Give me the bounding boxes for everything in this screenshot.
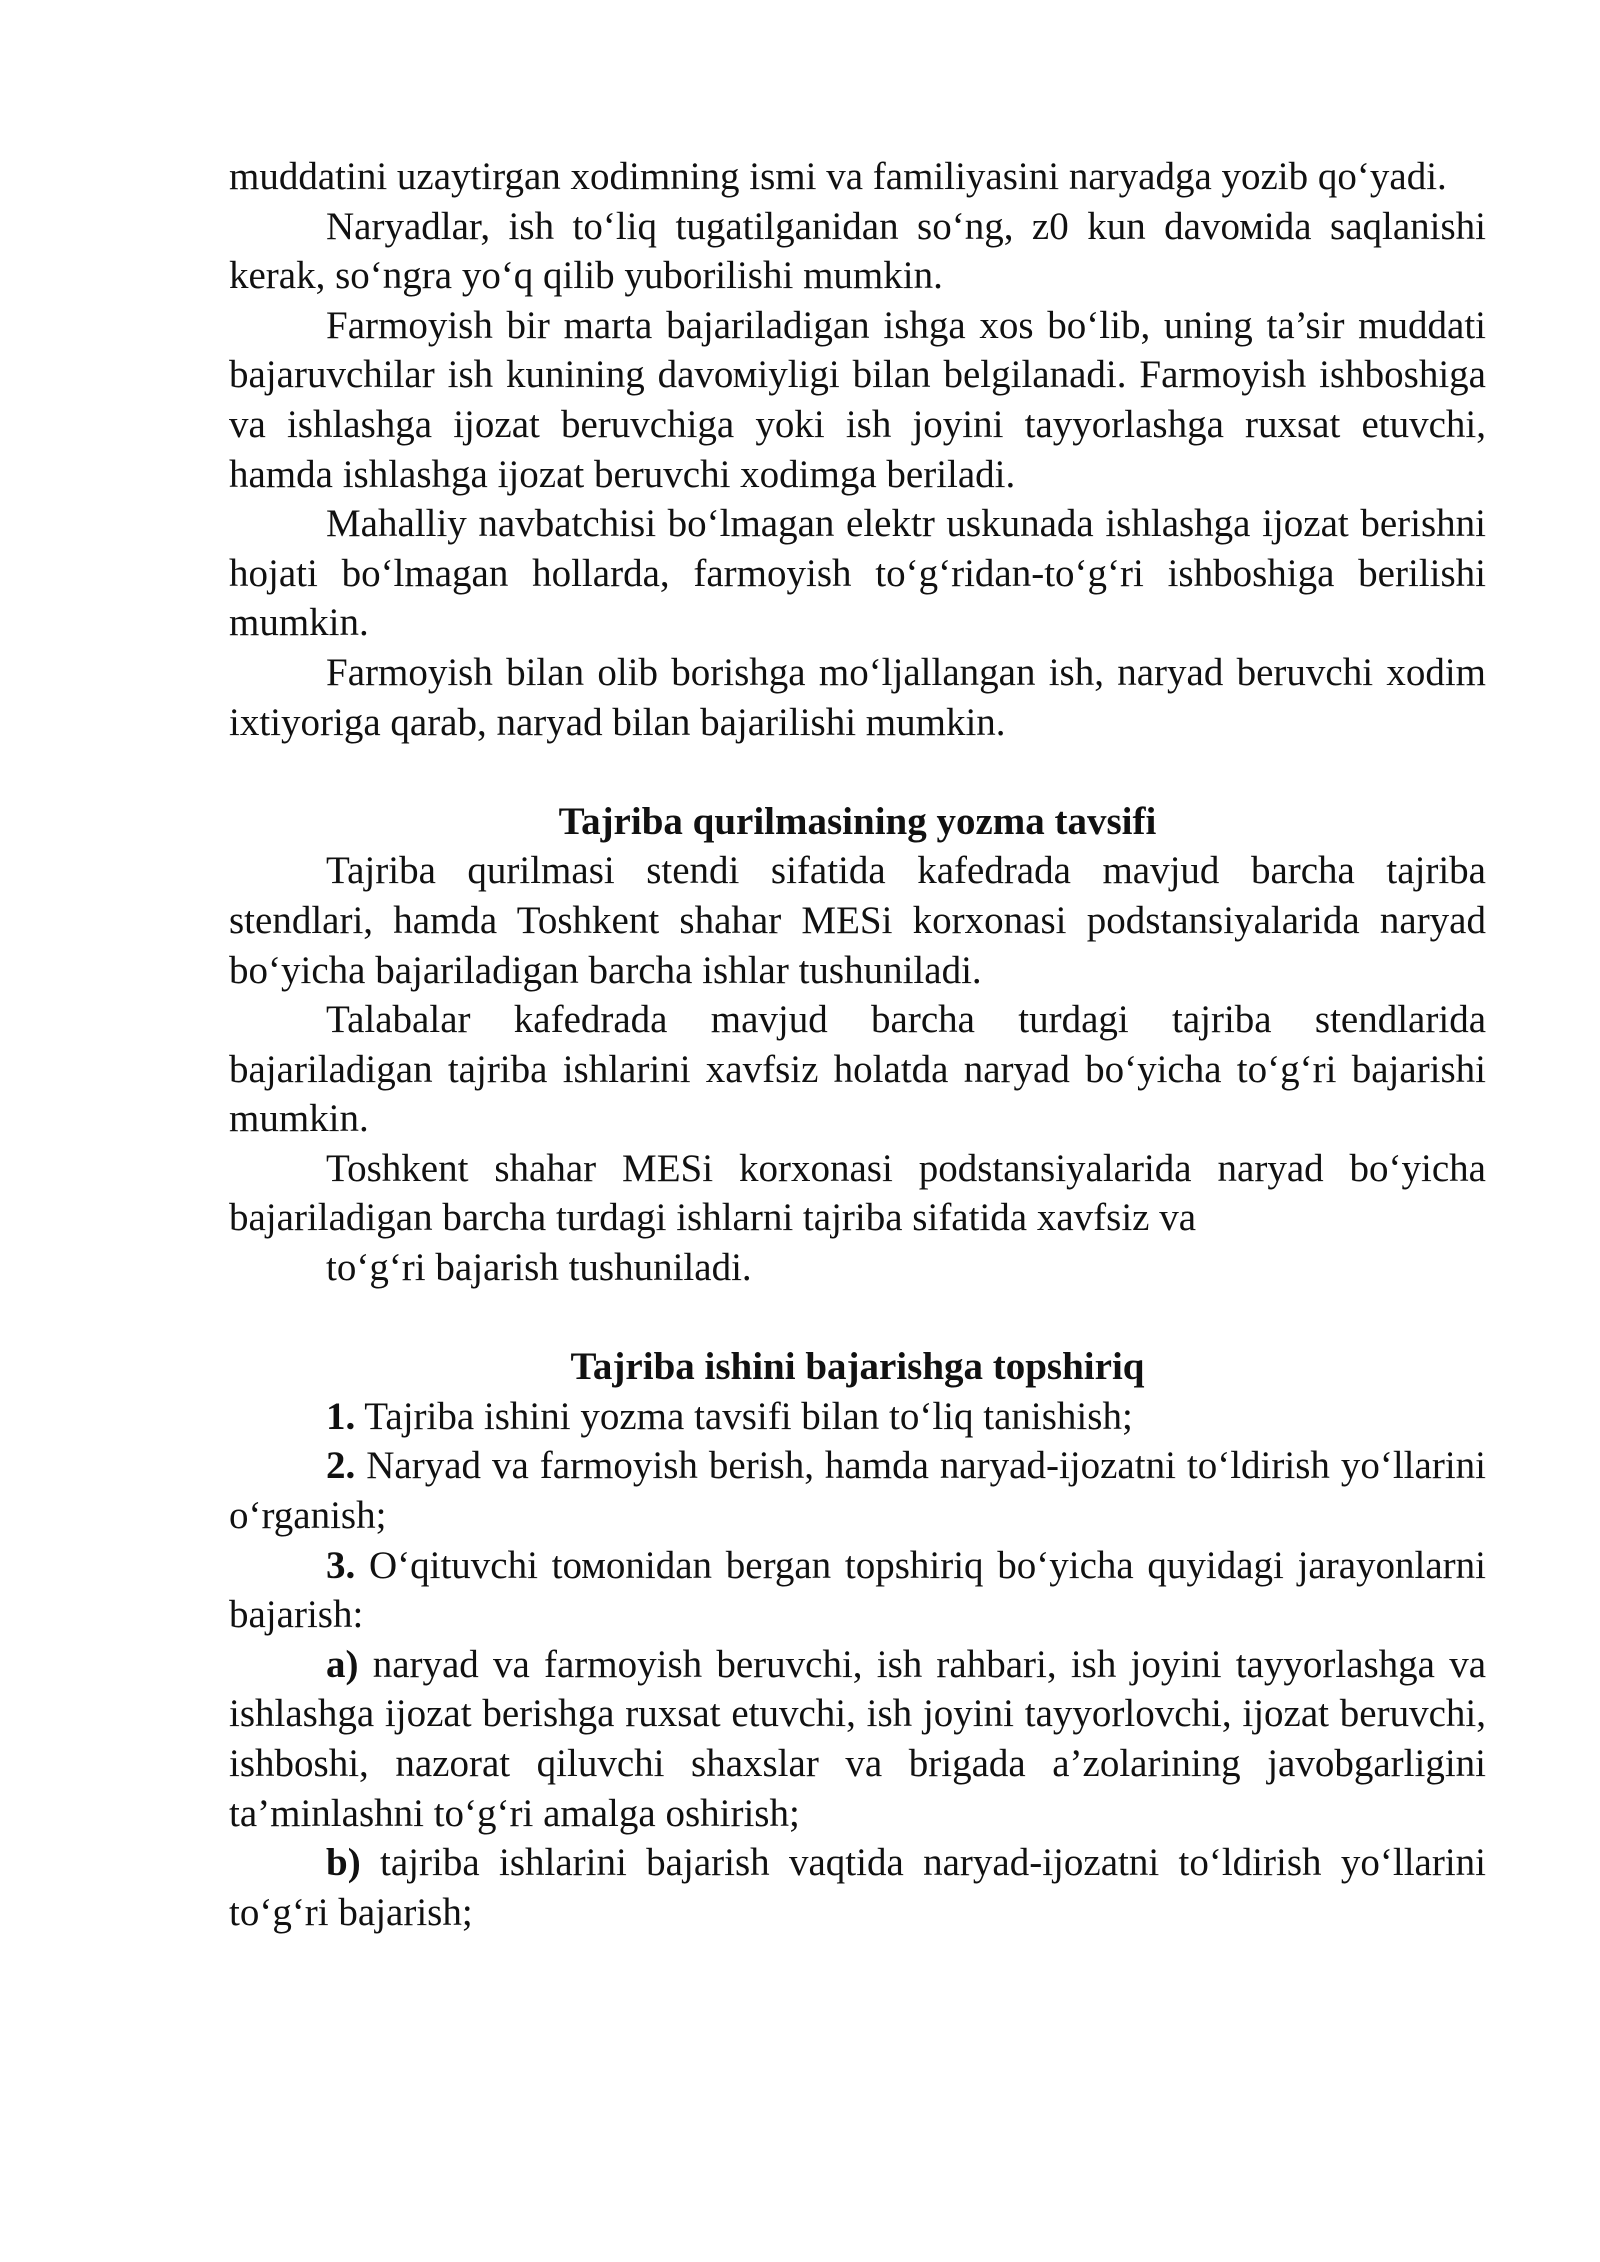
paragraph: Talabalar kafedrada mavjud barcha turdagi tajriba stendlarida bajariladigan tajriba ishlarini xavfsiz holatda naryad bo‘yicha to‘g‘ri bajarishi mumkin. bbox=[229, 998, 1486, 1141]
section-heading: Tajriba ishini bajarishga topshiriq bbox=[570, 1345, 1145, 1389]
paragraph: Farmoyish bilan olib borishga mo‘ljallangan ish, naryad beruvchi xodim ixtiyoriga qarab, naryad bilan bajarilishi mumkin. bbox=[229, 650, 1486, 744]
spacer bbox=[229, 747, 1486, 797]
spacer bbox=[229, 1293, 1486, 1343]
list-item bbox=[229, 1441, 1486, 1540]
section-heading: Tajriba qurilmasining yozma tavsifi bbox=[558, 799, 1157, 843]
paragraph: Mahalliy navbatchisi bo‘lmagan elektr uskunada ishlashga ijozat berishni hojati bo‘lmagan hollarda, farmoyish to‘g‘ridan-to‘g‘ri ishboshiga berilishi mumkin. bbox=[229, 502, 1486, 645]
list-item-text: tajriba ishlarini bajarish vaqtida naryad-ijozatni to‘ldirish yo‘llarini to‘g‘ri bajarish; bbox=[229, 1841, 1486, 1934]
list-marker: a) bbox=[326, 1642, 359, 1686]
list-item-text: Naryad va farmoyish berish, hamda naryad-ijozatni to‘ldirish yo‘llarini o‘rganish; bbox=[229, 1444, 1486, 1538]
list-marker: b) bbox=[326, 1841, 361, 1885]
list-item-text: Tajriba ishini yozma tavsifi bilan to‘liq tanishish; bbox=[355, 1394, 1133, 1438]
list-item-text: O‘qituvchi tомonidan bergan topshiriq bo‘yicha quyidagi jarayonlarni bajarish: bbox=[229, 1543, 1486, 1637]
paragraph: Tajriba qurilmasi stendi sifatida kafedrada mavjud barcha tajriba stendlari, hamda Toshkent shahar MESi korxonasi podstansiyalarida naryad bo‘yicha bajariladigan barcha ishlar tushuniladi. bbox=[229, 849, 1486, 992]
list-item bbox=[229, 1838, 1486, 1937]
paragraph: muddatini uzaytirgan xodimning ismi va familiyasini naryadga yozib qo‘yadi. bbox=[229, 155, 1447, 198]
paragraph: Naryadlar, ish to‘liq tugatilganidan so‘ng, z0 kun davомida saqlanishi kerak, so‘ngra yo‘q qilib yuborilishi mumkin. bbox=[229, 204, 1486, 298]
list-item bbox=[229, 1640, 1486, 1838]
list-marker: 2. bbox=[326, 1444, 356, 1488]
list-item-text: naryad va farmoyish beruvchi, ish rahbari, ish joyini tayyorlashga va ishlashga ijozat berishga ruxsat etuvchi, ish joyini tayyorlovchi, ijozat beruvchi, ishboshi, nazorat qiluvchi shaxslar va brigada a’zolarining javobgarligini ta’minlashni to‘g‘ri amalga oshirish; bbox=[229, 1642, 1486, 1835]
list-marker: 1. bbox=[326, 1394, 356, 1438]
list-item bbox=[229, 1541, 1486, 1640]
document-page bbox=[229, 152, 1486, 1937]
paragraph: Farmoyish bir marta bajariladigan ishga xos bo‘lib, uning ta’sir muddati bajaruvchilar ish kunining davомiyligi bilan belgilanadi. Farmoyish ishboshiga va ishlashga ijozat beruvchiga yoki ish joyini tayyorlashga ruxsat etuvchi, hamda ishlashga ijozat beruvchi xodimga beriladi. bbox=[229, 303, 1486, 496]
paragraph-continuation: to‘g‘ri bajarish tushuniladi. bbox=[326, 1246, 752, 1290]
list-item bbox=[229, 1392, 1486, 1442]
list-marker: 3. bbox=[326, 1543, 356, 1587]
paragraph: Toshkent shahar MESi korxonasi podstansiyalarida naryad bo‘yicha bajariladigan barcha turdagi ishlarni tajriba sifatida xavfsiz va bbox=[229, 1146, 1486, 1240]
